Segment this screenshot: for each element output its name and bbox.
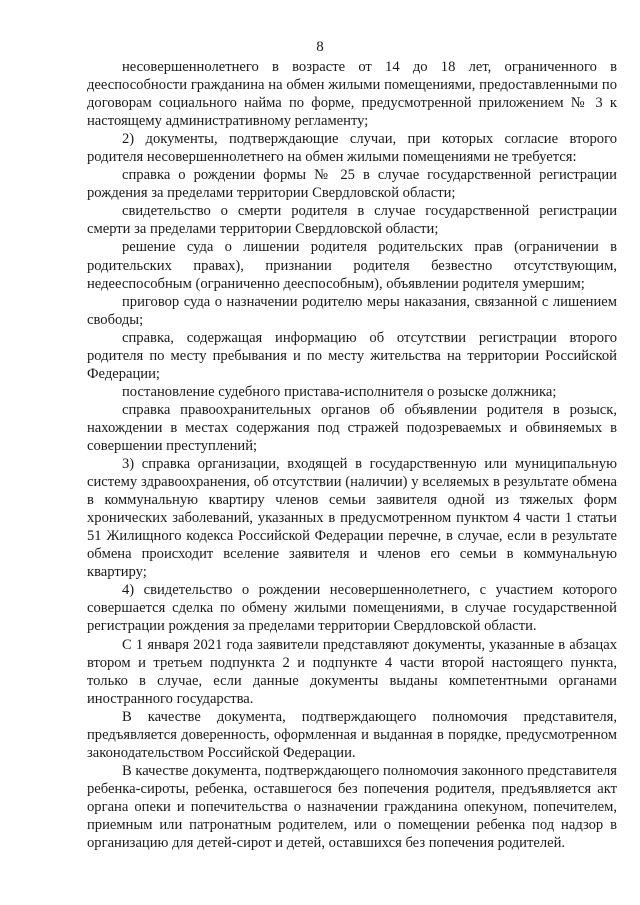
page-number: 8 <box>316 39 324 55</box>
paragraph: несовершеннолетнего в возрасте от 14 до 18 лет, ограниченного в дееспособности гражданина на обмен жилыми помещениями, предоставленными по договорам социального найма по форме, предусмотренной приложением № 3 к настоящему административному регламенту; <box>87 59 617 130</box>
paragraph: постановление судебного пристава-исполнителя о розыске должника; <box>122 383 557 400</box>
paragraph: В качестве документа, подтверждающего полномочия представителя, предъявляется доверенность, оформленная и выданная в порядке, предусмотренном законодательством Российской Федерации. <box>87 708 617 761</box>
paragraph: справка, содержащая информацию об отсутствии регистрации второго родителя по месту пребывания и по месту жительства на территории Российской Федерации; <box>87 329 617 382</box>
paragraph: С 1 января 2021 года заявители представляют документы, указанные в абзацах втором и третьем подпункта 2 и подпункте 4 части второй настоящего пункта, только в случае, если данные документы выданы компетентными органами иностранного государства. <box>87 636 617 707</box>
paragraph: 4) свидетельство о рождении несовершеннолетнего, с участием которого совершается сделка по обмену жилыми помещениями, в случае государственной регистрации рождения за пределами территории Свердловской области. <box>87 582 617 635</box>
paragraph: 2) документы, подтверждающие случаи, при которых согласие второго родителя несовершеннолетнего на обмен жилыми помещениями не требуется: <box>87 131 617 166</box>
paragraph: решение суда о лишении родителя родительских прав (ограничении в родительских правах), признании родителя безвестно отсутствующим, недееспособным (ограниченно дееспособным), объявлении родителя умершим; <box>87 239 617 292</box>
paragraph: приговор суда о назначении родителю меры наказания, связанной с лишением свободы; <box>87 293 617 328</box>
paragraph: свидетельство о смерти родителя в случае государственной регистрации смерти за пределами территории Свердловской области; <box>87 203 617 238</box>
paragraph: справка о рождении формы № 25 в случае государственной регистрации рождения за пределами территории Свердловской области; <box>87 167 617 202</box>
paragraph: справка правоохранительных органов об объявлении родителя в розыск, нахождении в местах содержания под стражей подозреваемых и обвиняемых в совершении преступлений; <box>87 401 617 454</box>
paragraph: 3) справка организации, входящей в государственную или муниципальную систему здравоохранения, об отсутствии (наличии) у вселяемых в результате обмена в коммунальную квартиру членов семьи заявителя одной из тяжелых форм хронических заболеваний, указанных в предусмотренном пунктом 4 части 1 статьи 51 Жилищного кодекса Российской Федерации перечне, в случае, если в результате обмена происходит вселение заявителя и членов его семьи в коммунальную квартиру; <box>87 456 617 581</box>
document-body <box>87 58 617 852</box>
paragraph: В качестве документа, подтверждающего полномочия законного представителя ребенка-сироты, ребенка, оставшегося без попечения родителя, предъявляется акт органа опеки и попечительства о назначении гражданина опекуном, попечителем, приемным или патронатным родителем, или о помещении ребенка под надзор в организацию для детей-сирот и детей, оставшихся без попечения родителей. <box>87 762 617 852</box>
